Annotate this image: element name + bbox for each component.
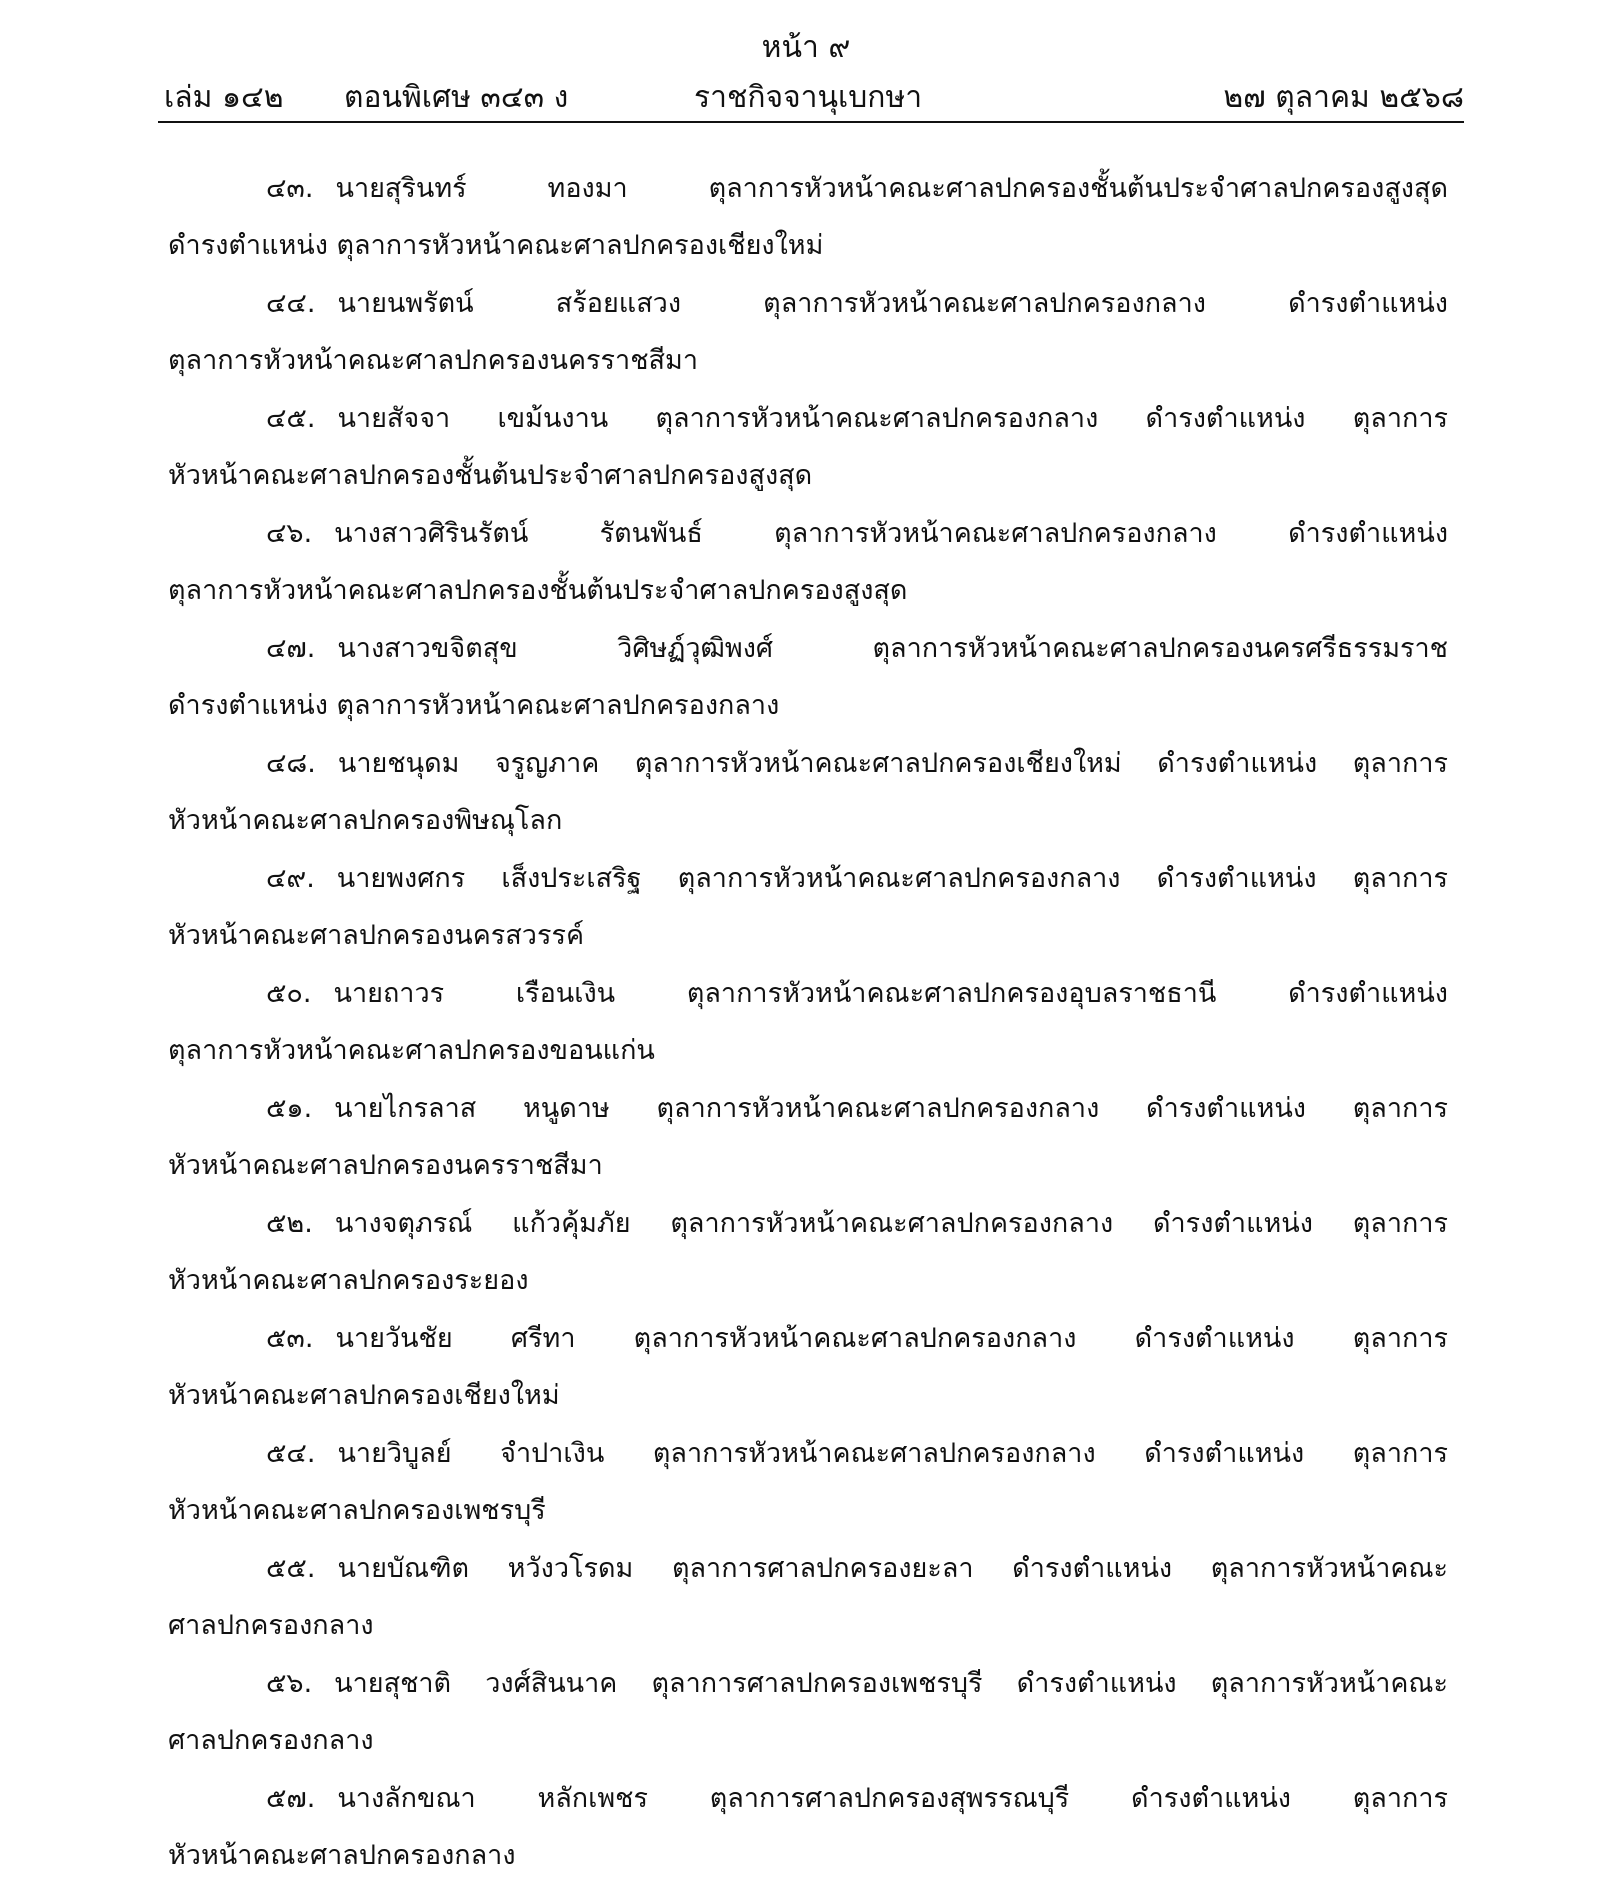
list-item: [168, 1080, 1448, 1195]
list-item: [168, 850, 1448, 965]
item-text-line1: นายสุรินทร์ ทองมา ตุลาการหัวหน้าคณะศาลปกครองชั้นต้นประจำศาลปกครองสูงสุด: [335, 173, 1448, 204]
item-number: ๕๖.: [266, 1668, 313, 1699]
item-number: ๕๔.: [266, 1438, 316, 1469]
appointment-list: [168, 160, 1448, 1885]
list-item: [168, 505, 1448, 620]
item-text-line2: ตุลาการหัวหน้าคณะศาลปกครองขอนแก่น: [168, 1035, 655, 1066]
item-text-line2: หัวหน้าคณะศาลปกครองชั้นต้นประจำศาลปกครองสูงสุด: [168, 460, 813, 491]
gazette-header: [164, 78, 1464, 118]
item-text-line1: นายถาวร เรือนเงิน ตุลาการหัวหน้าคณะศาลปกครองอุบลราชธานี ดำรงตำแหน่ง: [333, 978, 1448, 1009]
item-text-line2: ดำรงตำแหน่ง ตุลาการหัวหน้าคณะศาลปกครองกลาง: [168, 690, 780, 721]
item-text-line1: นายไกรลาส หนูดาษ ตุลาการหัวหน้าคณะศาลปกครองกลาง ดำรงตำแหน่ง ตุลาการ: [334, 1093, 1448, 1124]
item-text-line1: นางสาวศิรินรัตน์ รัตนพันธ์ ตุลาการหัวหน้าคณะศาลปกครองกลาง ดำรงตำแหน่ง: [334, 518, 1448, 549]
item-text-line2: หัวหน้าคณะศาลปกครองนครสวรรค์: [168, 920, 585, 951]
item-number: ๕๗.: [266, 1783, 316, 1814]
item-text-line2: ศาลปกครองกลาง: [168, 1725, 374, 1756]
list-item: [168, 275, 1448, 390]
list-item: [168, 1770, 1448, 1885]
item-text-line1: นายสัจจา เขม้นงาน ตุลาการหัวหน้าคณะศาลปกครองกลาง ดำรงตำแหน่ง ตุลาการ: [337, 403, 1448, 434]
item-text-line2: หัวหน้าคณะศาลปกครองเพชรบุรี: [168, 1495, 546, 1526]
list-item: [168, 160, 1448, 275]
item-text-line1: นายนพรัตน์ สร้อยแสวง ตุลาการหัวหน้าคณะศาลปกครองกลาง ดำรงตำแหน่ง: [337, 288, 1448, 319]
volume-label: เล่ม ๑๔๒: [164, 80, 284, 115]
item-text-line2: หัวหน้าคณะศาลปกครองนครราชสีมา: [168, 1150, 603, 1181]
item-text-line1: นายบัณฑิต หวังวโรดม ตุลาการศาลปกครองยะลา ดำรงตำแหน่ง ตุลาการหัวหน้าคณะ: [337, 1553, 1448, 1584]
item-text-line2: ตุลาการหัวหน้าคณะศาลปกครองนครราชสีมา: [168, 345, 698, 376]
publication-title: ราชกิจจานุเบกษา: [694, 80, 923, 115]
item-text-line2: ดำรงตำแหน่ง ตุลาการหัวหน้าคณะศาลปกครองเชียงใหม่: [168, 230, 824, 261]
item-text-line1: นางจตุภรณ์ แก้วคุ้มภัย ตุลาการหัวหน้าคณะศาลปกครองกลาง ดำรงตำแหน่ง ตุลาการ: [334, 1208, 1448, 1239]
item-number: ๕๑.: [266, 1093, 313, 1124]
item-text-line1: นายชนุดม จรูญภาค ตุลาการหัวหน้าคณะศาลปกครองเชียงใหม่ ดำรงตำแหน่ง ตุลาการ: [337, 748, 1448, 779]
item-text-line2: ตุลาการหัวหน้าคณะศาลปกครองชั้นต้นประจำศาลปกครองสูงสุด: [168, 575, 908, 606]
item-text-line2: หัวหน้าคณะศาลปกครองกลาง: [168, 1840, 516, 1871]
item-number: ๔๔.: [266, 288, 316, 319]
item-text-line1: นายวิบูลย์ จำปาเงิน ตุลาการหัวหน้าคณะศาลปกครองกลาง ดำรงตำแหน่ง ตุลาการ: [337, 1438, 1448, 1469]
item-text-line2: หัวหน้าคณะศาลปกครองระยอง: [168, 1265, 529, 1296]
header-divider: [158, 121, 1464, 123]
item-text-line2: หัวหน้าคณะศาลปกครองเชียงใหม่: [168, 1380, 560, 1411]
item-number: ๔๖.: [266, 518, 313, 549]
item-number: ๔๗.: [266, 633, 316, 664]
list-item: [168, 620, 1448, 735]
publication-date: ๒๗ ตุลาคม ๒๕๖๘: [1223, 80, 1464, 115]
list-item: [168, 1540, 1448, 1655]
list-item: [168, 735, 1448, 850]
item-number: ๕๕.: [266, 1553, 316, 1584]
item-number: ๕๒.: [266, 1208, 313, 1239]
item-text-line1: นายสุชาติ วงศ์สินนาค ตุลาการศาลปกครองเพชรบุรี ดำรงตำแหน่ง ตุลาการหัวหน้าคณะ: [334, 1668, 1448, 1699]
item-number: ๔๘.: [266, 748, 316, 779]
list-item: [168, 965, 1448, 1080]
list-item: [168, 1655, 1448, 1770]
item-number: ๕๓.: [266, 1323, 314, 1354]
list-item: [168, 1195, 1448, 1310]
list-item: [168, 1425, 1448, 1540]
item-number: ๕๐.: [266, 978, 312, 1009]
item-number: ๔๙.: [266, 863, 315, 894]
list-item: [168, 1310, 1448, 1425]
item-number: ๔๓.: [266, 173, 314, 204]
item-text-line2: ศาลปกครองกลาง: [168, 1610, 374, 1641]
item-text-line1: นางลักขณา หลักเพชร ตุลาการศาลปกครองสุพรรณบุรี ดำรงตำแหน่ง ตุลาการ: [337, 1783, 1448, 1814]
list-item: [168, 390, 1448, 505]
item-number: ๔๕.: [266, 403, 316, 434]
item-text-line1: นายวันชัย ศรีทา ตุลาการหัวหน้าคณะศาลปกครองกลาง ดำรงตำแหน่ง ตุลาการ: [335, 1323, 1448, 1354]
page-number: หน้า ๙: [761, 30, 851, 65]
item-text-line1: นายพงศกร เส็งประเสริฐ ตุลาการหัวหน้าคณะศาลปกครองกลาง ดำรงตำแหน่ง ตุลาการ: [336, 863, 1448, 894]
item-text-line1: นางสาวขจิตสุข วิศิษฏ์วุฒิพงศ์ ตุลาการหัวหน้าคณะศาลปกครองนครศรีธรรมราช: [337, 633, 1448, 664]
item-text-line2: หัวหน้าคณะศาลปกครองพิษณุโลก: [168, 805, 563, 836]
issue-label: ตอนพิเศษ ๓๔๓ ง: [344, 80, 569, 115]
